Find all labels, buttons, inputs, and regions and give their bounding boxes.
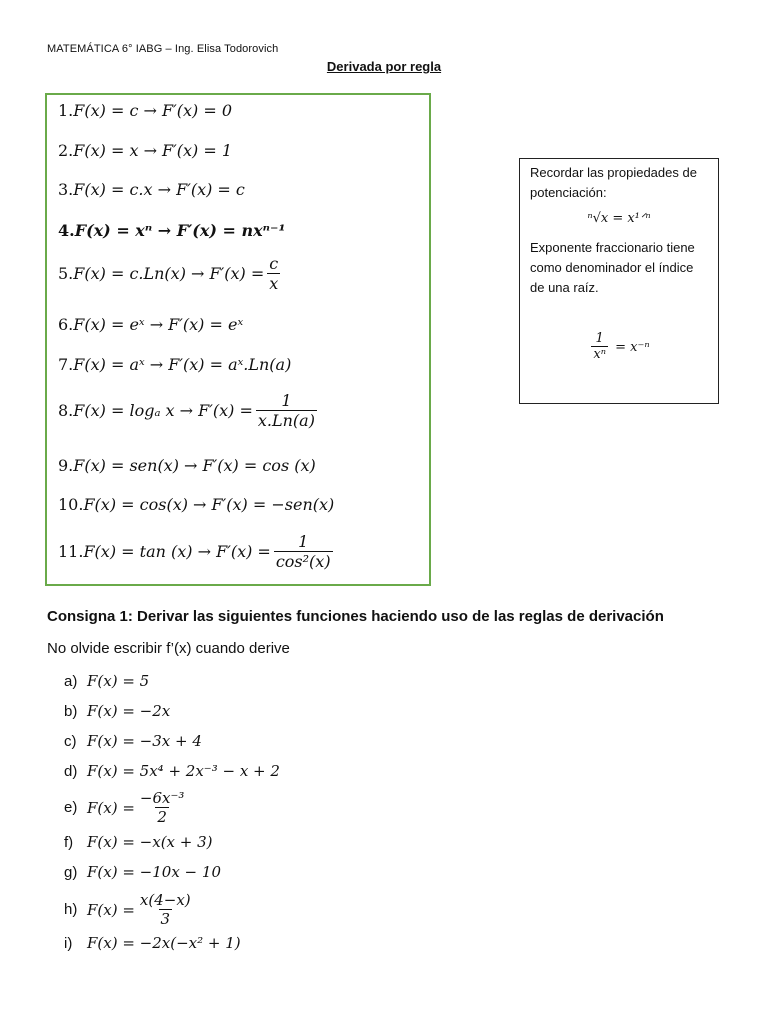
rule-number: 4. <box>58 221 75 240</box>
exercise-letter: f) <box>64 833 74 851</box>
rule-expr: F(x) = c → F′(x) = 0 <box>73 101 232 120</box>
rule-5 <box>58 255 283 293</box>
consigna-instruction: No olvide escribir f’(x) cuando derive <box>47 640 290 657</box>
exercise-letter: d) <box>64 762 78 780</box>
negative-exponent-fraction <box>591 332 608 363</box>
fraction-denominator: 3 <box>160 909 171 928</box>
rule-expr: F(x) = cos(x) → F′(x) = −sen(x) <box>83 495 335 514</box>
exercise-letter: g) <box>64 863 78 881</box>
fraction-denominator: cos²(x) <box>275 551 331 571</box>
exercise-a <box>64 672 149 690</box>
negative-exponent-formula <box>530 332 708 363</box>
exercise-expr: F(x) = <box>87 900 135 919</box>
rule-expr: F(x) = c.x → F′(x) = c <box>73 180 245 199</box>
exercise-expr: F(x) = −3x + 4 <box>87 732 202 750</box>
rule-6 <box>58 315 243 334</box>
rule-number: 5. <box>58 264 74 284</box>
rule-fraction <box>274 533 333 571</box>
exercise-i <box>64 934 241 952</box>
rule-expr: F(x) = eˣ → F′(x) = eˣ <box>73 315 244 334</box>
rule-number: 7. <box>58 355 74 374</box>
exercise-expr: F(x) = 5x⁴ + 2x⁻³ − x + 2 <box>87 762 280 780</box>
rule-expr: F(x) = sen(x) → F′(x) = cos (x) <box>73 456 316 475</box>
course-header: MATEMÁTICA 6° IABG – Ing. Elisa Todorovich <box>47 43 279 55</box>
reminder-box <box>519 158 719 404</box>
exercise-d <box>64 762 280 780</box>
exercise-expr: F(x) = −2x <box>87 702 171 720</box>
fraction-numerator: c <box>269 254 279 273</box>
rule-2 <box>58 141 232 160</box>
formula-rhs: = x⁻ⁿ <box>615 339 650 355</box>
rule-fraction <box>256 392 317 430</box>
rule-9 <box>58 456 316 475</box>
exercise-letter: c) <box>64 732 77 750</box>
fraction-denominator: x.Ln(a) <box>257 410 315 430</box>
fraction-numerator: −6x⁻³ <box>139 789 185 807</box>
rule-10 <box>58 495 334 514</box>
fraction-numerator: x(4−x) <box>139 891 191 909</box>
fraction-numerator: 1 <box>281 391 292 410</box>
rule-expr: F(x) = c.Ln(x) → F′(x) = <box>73 264 265 284</box>
exercise-expr: F(x) = −10x − 10 <box>87 863 221 881</box>
rule-expr: F(x) = xⁿ → F′(x) = nxⁿ⁻¹ <box>74 221 286 240</box>
rule-number: 10. <box>58 495 84 514</box>
rule-fraction <box>267 255 280 293</box>
exercise-h <box>64 892 196 928</box>
reminder-intro: Recordar las propiedades de potenciación: <box>530 165 697 200</box>
exercise-c <box>64 732 202 750</box>
rules-box <box>45 93 431 586</box>
rule-expr: F(x) = logₐ x → F′(x) = <box>73 401 253 421</box>
exercise-expr: F(x) = −x(x + 3) <box>87 833 213 851</box>
rule-1 <box>58 101 232 120</box>
reminder-explanation: Exponente fraccionario tiene como denominador el índice de una raíz. <box>530 240 695 295</box>
consigna-title: Consigna 1: Derivar las siguientes funciones haciendo uso de las reglas de derivación <box>47 608 664 625</box>
fraction-numerator: 1 <box>298 532 309 551</box>
rule-number: 11. <box>58 542 84 562</box>
rule-number: 1. <box>58 101 74 120</box>
rule-number: 8. <box>58 401 74 421</box>
exercise-g <box>64 863 221 881</box>
exercise-letter: a) <box>64 672 78 690</box>
exercise-expr: F(x) = −2x(−x² + 1) <box>87 934 241 952</box>
exercise-b <box>64 702 170 720</box>
rule-number: 9. <box>58 456 74 475</box>
exercise-fraction <box>138 892 193 928</box>
fraction-denominator: 2 <box>157 807 167 826</box>
exercise-fraction <box>138 790 187 826</box>
rule-expr: F(x) = tan (x) → F′(x) = <box>83 542 271 562</box>
fraction-numerator: 1 <box>595 331 604 346</box>
rule-number: 2. <box>58 141 74 160</box>
rule-4 <box>58 221 285 240</box>
rule-8 <box>58 392 320 430</box>
root-formula: ⁿ√x = x¹ᐟⁿ <box>587 211 651 226</box>
rule-7 <box>58 355 291 374</box>
rule-expr: F(x) = aˣ → F′(x) = aˣ.Ln(a) <box>73 355 292 374</box>
rule-number: 3. <box>58 180 74 199</box>
exercise-expr: F(x) = 5 <box>87 672 150 690</box>
fraction-denominator: xⁿ <box>593 347 606 363</box>
exercise-expr: F(x) = <box>87 798 135 817</box>
exercise-f <box>64 833 213 851</box>
exercise-letter: e) <box>64 799 78 817</box>
exercise-letter: b) <box>64 702 78 720</box>
rule-11 <box>58 533 336 571</box>
fraction-denominator: x <box>269 273 279 293</box>
exercise-letter: h) <box>64 901 78 919</box>
rule-number: 6. <box>58 315 74 334</box>
page-title: Derivada por regla <box>326 59 442 74</box>
rule-expr: F(x) = x → F′(x) = 1 <box>73 141 233 160</box>
exercise-e <box>64 790 189 826</box>
exercise-letter: i) <box>64 934 73 952</box>
rule-3 <box>58 180 245 199</box>
